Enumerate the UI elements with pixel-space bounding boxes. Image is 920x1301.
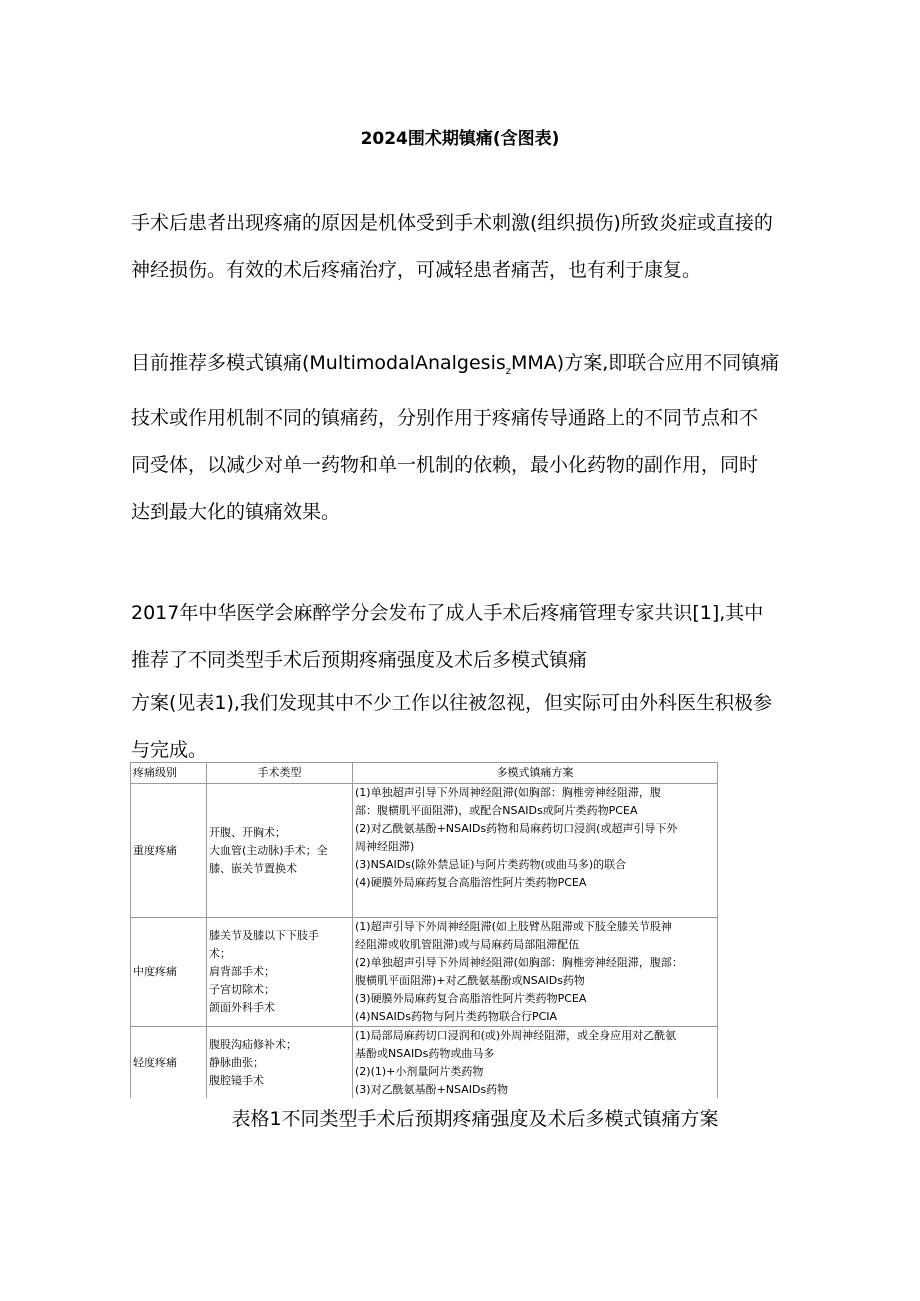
cell-line: 膝关节及膝以下下肢手 [209, 929, 319, 942]
cell-line: (1)超声引导下外周神经阻滞(如上肢臂丛阻滞或下肢全膝关节股神 [355, 920, 672, 933]
cell-line: 部：腹横肌平面阻滞)，或配合NSAIDs或阿片类药物PCEA [355, 804, 638, 817]
cell-line: 颌面外科手术 [209, 1001, 275, 1014]
cell-line: (2)(1)+小剂量阿片类药物 [355, 1065, 484, 1078]
cell-line: 膝、嵌关节置换术 [209, 861, 297, 875]
analgesia-plan-cell [353, 918, 718, 1027]
cell-line: 腹股沟疝修补术； [209, 1038, 297, 1051]
text-line [131, 340, 821, 395]
cell-line: 腹横肌平面阻滞)+对乙酰氨基酚或NSAIDs药物 [355, 974, 585, 987]
table-row [131, 784, 718, 918]
page-title: 2024围术期镇痛(含图表) [360, 129, 560, 149]
surgery-type-cell [207, 784, 353, 918]
cell-line: 术； [209, 947, 231, 960]
pain-level-cell: 轻度疼痛 [131, 1027, 207, 1099]
cell-line: 大血管(主动脉)手术；全 [209, 843, 328, 857]
header-pain-level: 疼痛级别 [131, 763, 207, 784]
cell-line: (4)NSAIDs药物与阿片类药物联合行PCIA [355, 1010, 558, 1023]
text-line: 达到最大化的镇痛效果。 [131, 500, 341, 523]
text-segment: MMA)方案,即联合应用不同镇痛 [511, 352, 780, 374]
paragraph-consensus [131, 590, 821, 684]
cell-line: 腹腔镜手术 [209, 1074, 264, 1087]
cell-line: (1)局部局麻药切口浸润和(或)外周神经阻滞，或全身应用对乙酰氨 [355, 1029, 677, 1042]
cell-line: (2)对乙酰氨基酚+NSAIDs药物和局麻药切口浸润(或超声引导下外 [355, 822, 678, 835]
cell-line: (4)硬膜外局麻药复合高脂溶性阿片类药物PCEA [355, 876, 587, 889]
cell-line: 静脉曲张； [209, 1056, 264, 1069]
subscript-char: z [505, 365, 512, 377]
cell-line: 开腹、开胸术； [209, 825, 286, 839]
analgesia-plan-cell [353, 784, 718, 918]
cell-line: (3)硬膜外局麻药复合高脂溶性阿片类药物PCEA [355, 992, 587, 1005]
analgesia-plan-cell [353, 1027, 718, 1099]
cell-line: 周神经阻滞) [355, 840, 415, 853]
pain-level-cell: 中度疼痛 [131, 918, 207, 1027]
text-segment: 目前推荐多模式镇痛(MultimodalAnalgesis [131, 352, 506, 374]
cell-line: 经阻滞或收肌管阻滞)或与局麻药局部阻滞配伍 [355, 938, 580, 951]
paragraph-table-ref [131, 680, 821, 774]
table-clip [130, 762, 720, 1098]
table-row [131, 918, 718, 1027]
cell-line: (3)NSAIDs(除外禁忌证)与阿片类药物(或曲马多)的联合 [355, 858, 627, 871]
text-line: 2017年中华医学会麻醉学分会发布了成人手术后疼痛管理专家共识[1],其中 [131, 602, 764, 624]
text-line: 方案(见表1),我们发现其中不少工作以往被忽视，但实际可由外科医生积极参 [131, 692, 772, 714]
cell-line: (3)对乙酰氨基酚+NSAIDs药物 [355, 1083, 509, 1096]
cell-line: (2)单独超声引导下外周神经阻滞(如胸部：胸椎旁神经阻滞，腹部： [355, 956, 683, 969]
pain-level-cell: 重度疼痛 [131, 784, 207, 918]
text-line: 同受体，以减少对单一药物和单一机制的依赖，最小化药物的副作用，同时 [131, 453, 759, 476]
cell-line: 肩背部手术； [209, 965, 275, 978]
cell-line: 基酚或NSAIDs药物或曲马多 [355, 1047, 495, 1060]
cell-line: (1)单独超声引导下外周神经阻滞(如胸部：胸椎旁神经阻滞，腹 [355, 786, 661, 799]
header-surgery-type: 手术类型 [207, 763, 353, 784]
surgery-type-cell [207, 918, 353, 1027]
paragraph-mma [131, 340, 821, 536]
table-row [131, 1027, 718, 1099]
cell-line: 子宫切除术； [209, 983, 275, 996]
header-analgesia-plan: 多模式镇痛方案 [353, 763, 718, 784]
surgery-type-cell [207, 1027, 353, 1099]
text-line: 手术后患者出现疼痛的原因是机体受到手术刺激(组织损伤)所致炎症或直接的 [131, 212, 773, 234]
paragraph-intro [131, 200, 821, 294]
table-caption: 表格1不同类型手术后预期疼痛强度及术后多模式镇痛方案 [231, 1108, 719, 1130]
text-line: 技术或作用机制不同的镇痛药，分别作用于疼痛传导通路上的不同节点和不 [131, 406, 759, 429]
text-line: 推荐了不同类型手术后预期疼痛强度及术后多模式镇痛 [131, 649, 588, 671]
table-header-row [131, 763, 718, 784]
analgesia-table [130, 762, 718, 1098]
text-line: 神经损伤。有效的术后疼痛治疗，可减轻患者痛苦，也有利于康复。 [131, 259, 702, 281]
text-line: 与完成。 [131, 739, 208, 761]
